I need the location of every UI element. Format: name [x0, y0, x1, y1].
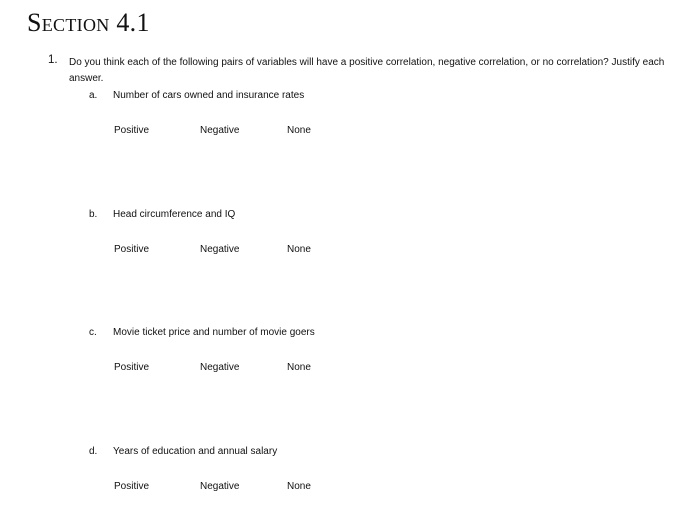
- question-number: 1.: [48, 54, 58, 66]
- part-d: [0, 446, 700, 506]
- part-a-option-negative[interactable]: Negative: [200, 125, 240, 136]
- part-a-label: a.: [89, 90, 98, 101]
- part-a-text: Number of cars owned and insurance rates: [113, 90, 305, 101]
- section-title: Section 4.1: [27, 8, 150, 37]
- part-b: [0, 209, 700, 269]
- part-c-option-none[interactable]: None: [287, 362, 311, 373]
- part-a-option-none[interactable]: None: [287, 125, 311, 136]
- part-a: [0, 90, 700, 150]
- part-c-text: Movie ticket price and number of movie goers: [113, 327, 315, 338]
- part-b-option-positive[interactable]: Positive: [114, 244, 150, 255]
- part-a-option-positive[interactable]: Positive: [114, 125, 150, 136]
- part-c-label: c.: [89, 327, 97, 338]
- part-c-option-positive[interactable]: Positive: [114, 362, 150, 373]
- question-text: Do you think each of the following pairs of variables will have a positive correlation, negative correlation, or no correlation? Justify each answer.: [69, 57, 665, 84]
- part-b-label: b.: [89, 209, 98, 220]
- part-b-text: Head circumference and IQ: [113, 209, 236, 220]
- part-b-option-none[interactable]: None: [287, 244, 311, 255]
- part-c-option-negative[interactable]: Negative: [200, 362, 240, 373]
- part-d-option-positive[interactable]: Positive: [114, 481, 150, 492]
- part-d-text: Years of education and annual salary: [113, 446, 278, 457]
- part-d-option-none[interactable]: None: [287, 481, 311, 492]
- part-b-option-negative[interactable]: Negative: [200, 244, 240, 255]
- part-c: [0, 327, 700, 387]
- part-d-option-negative[interactable]: Negative: [200, 481, 240, 492]
- part-d-label: d.: [89, 446, 98, 457]
